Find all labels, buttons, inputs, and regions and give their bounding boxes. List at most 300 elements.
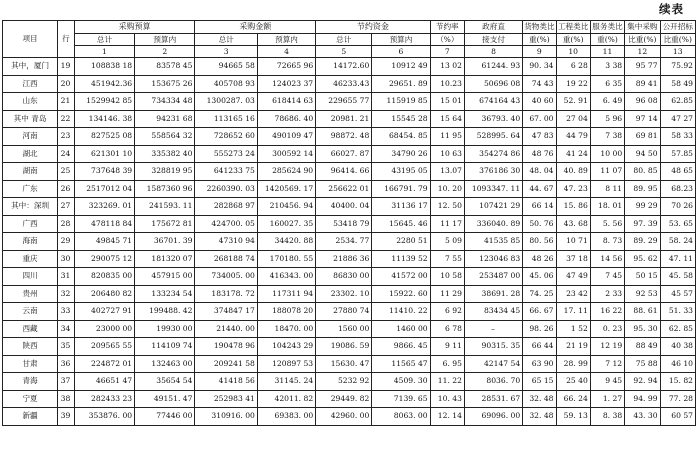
table-row: [3, 110, 696, 128]
table-cell: 16 22: [590, 303, 624, 321]
row-number: 32: [58, 285, 75, 303]
table-cell: 51. 33: [660, 303, 695, 321]
table-cell: 206480 82: [74, 285, 134, 303]
table-cell: 98872. 48: [316, 128, 372, 146]
table-cell: 117311 94: [257, 285, 315, 303]
table-cell: 48 76: [523, 145, 556, 163]
table-cell: 12. 14: [430, 408, 464, 426]
table-cell: 15 01: [430, 93, 464, 111]
table-cell: 490109 47: [257, 128, 315, 146]
table-cell: 10. 20: [430, 180, 464, 198]
table-cell: 75 88: [625, 355, 660, 373]
row-number: 21: [58, 93, 75, 111]
table-cell: 190478 96: [195, 338, 257, 356]
table-cell: 114109 74: [135, 338, 195, 356]
table-cell: 285624 90: [257, 163, 315, 181]
table-cell: 45. 58: [660, 268, 695, 286]
table-row: [3, 303, 696, 321]
table-cell: 14172.60: [316, 58, 372, 76]
table-cell: 451942.36: [74, 75, 134, 93]
table-cell: 1560 00: [316, 320, 372, 338]
row-label: 重庆: [3, 250, 58, 268]
table-cell: 10.23: [430, 75, 464, 93]
table-cell: 8063. 00: [372, 408, 430, 426]
table-cell: 72665 96: [257, 58, 315, 76]
row-number: 20: [58, 75, 75, 93]
table-cell: 528995. 64: [464, 128, 522, 146]
row-label: 广西: [3, 215, 58, 233]
table-cell: 209565 55: [74, 338, 134, 356]
table-cell: 89 41: [625, 75, 660, 93]
table-cell: 53. 65: [660, 215, 695, 233]
header-savings-total: 总计: [316, 34, 372, 46]
col-num: 5: [316, 46, 372, 58]
table-cell: 89. 29: [625, 233, 660, 251]
table-cell: 47 83: [523, 128, 556, 146]
table-row: [3, 128, 696, 146]
table-cell: 153675 26: [135, 75, 195, 93]
table-cell: 175672 81: [135, 215, 195, 233]
table-cell: 41572 00: [372, 268, 430, 286]
table-cell: 66. 24: [556, 390, 590, 408]
row-label: 山东: [3, 93, 58, 111]
table-cell: 737648 39: [74, 163, 134, 181]
table-row: [3, 58, 696, 76]
table-cell: 374847 17: [195, 303, 257, 321]
row-number: 30: [58, 250, 75, 268]
row-number: 22: [58, 110, 75, 128]
table-row: [3, 93, 696, 111]
table-cell: 67. 00: [523, 110, 556, 128]
table-cell: 94 50: [625, 145, 660, 163]
row-label: 广东: [3, 180, 58, 198]
table-cell: 6 35: [590, 75, 624, 93]
table-cell: 558564 32: [135, 128, 195, 146]
table-row: [3, 198, 696, 216]
row-number: 25: [58, 163, 75, 181]
table-cell: 47 27: [660, 110, 695, 128]
table-cell: 15630. 47: [316, 355, 372, 373]
table-cell: 94. 99: [625, 390, 660, 408]
table-cell: 80. 56: [523, 233, 556, 251]
table-cell: 95. 30: [625, 320, 660, 338]
table-cell: 2280 51: [372, 233, 430, 251]
table-cell: 170180. 55: [257, 250, 315, 268]
table-cell: 49151. 47: [135, 390, 195, 408]
table-cell: 132463 00: [135, 355, 195, 373]
table-cell: 5 09: [430, 233, 464, 251]
table-cell: 123046 83: [464, 250, 522, 268]
table-cell: 160027. 35: [257, 215, 315, 233]
table-cell: 188078 20: [257, 303, 315, 321]
table-cell: 28. 99: [556, 355, 590, 373]
table-cell: 66. 67: [523, 303, 556, 321]
table-cell: 36793. 40: [464, 110, 522, 128]
table-row: [3, 408, 696, 426]
table-row: [3, 163, 696, 181]
table-cell: 42960. 00: [316, 408, 372, 426]
table-cell: 92. 94: [625, 373, 660, 391]
table-cell: 10 00: [590, 145, 624, 163]
table-cell: 66027. 87: [316, 145, 372, 163]
table-cell: 424700. 05: [195, 215, 257, 233]
table-cell: 50 15: [625, 268, 660, 286]
table-cell: 10. 43: [430, 390, 464, 408]
table-cell: –: [464, 320, 522, 338]
table-cell: 1420569. 17: [257, 180, 315, 198]
table-row: [3, 250, 696, 268]
table-cell: 6. 95: [430, 355, 464, 373]
table-row: [3, 215, 696, 233]
row-label: 青海: [3, 373, 58, 391]
table-cell: 7 45: [590, 268, 624, 286]
table-cell: 58 49: [660, 75, 695, 93]
table-cell: 66 44: [523, 338, 556, 356]
table-cell: 241593. 11: [135, 198, 195, 216]
table-cell: 555273 24: [195, 145, 257, 163]
table-cell: 27 04: [556, 110, 590, 128]
col-num: 11: [590, 46, 624, 58]
header-public-bid-unit: 比重(%): [660, 34, 695, 46]
table-cell: 402727 91: [74, 303, 134, 321]
table-cell: 8. 38: [590, 408, 624, 426]
table-cell: 8. 73: [590, 233, 624, 251]
table-cell: 323269. 01: [74, 198, 134, 216]
col-num: 6: [372, 46, 430, 58]
table-cell: 1093347. 11: [464, 180, 522, 198]
row-number: 35: [58, 338, 75, 356]
table-cell: 5232 92: [316, 373, 372, 391]
table-cell: 44. 67: [523, 180, 556, 198]
table-cell: 252983 41: [195, 390, 257, 408]
table-row: [3, 75, 696, 93]
table-cell: 209241 58: [195, 355, 257, 373]
table-cell: 31136 17: [372, 198, 430, 216]
table-cell: 48 65: [660, 163, 695, 181]
table-cell: 15645. 46: [372, 215, 430, 233]
table-body: [3, 58, 696, 426]
table-cell: 61244. 93: [464, 58, 522, 76]
table-cell: 19930 00: [135, 320, 195, 338]
header-goods-ratio: 货物类比: [523, 21, 556, 34]
table-cell: 11 17: [430, 215, 464, 233]
header-savings-in: 预算内: [372, 34, 430, 46]
header-saving-rate-unit: （%）: [430, 34, 464, 46]
table-cell: 32. 48: [523, 390, 556, 408]
table-cell: 98. 26: [523, 320, 556, 338]
col-num: 8: [464, 46, 522, 58]
table-cell: 11139 52: [372, 250, 430, 268]
table-cell: 734005. 00: [195, 268, 257, 286]
table-cell: 80. 85: [625, 163, 660, 181]
table-cell: 674164 43: [464, 93, 522, 111]
table-cell: 134146. 38: [74, 110, 134, 128]
table-cell: 4509. 30: [372, 373, 430, 391]
table-cell: 734334 48: [135, 93, 195, 111]
table-cell: 229655 77: [316, 93, 372, 111]
table-cell: 47310 94: [195, 233, 257, 251]
table-cell: 728652 60: [195, 128, 257, 146]
row-label: 其中：深圳: [3, 198, 58, 216]
table-cell: 1460 00: [372, 320, 430, 338]
table-cell: 7 38: [590, 128, 624, 146]
header-gov-direct-2: 接支付: [464, 34, 522, 46]
col-num: 1: [74, 46, 134, 58]
table-cell: 97. 39: [625, 215, 660, 233]
table-cell: 310916. 00: [195, 408, 257, 426]
table-cell: 183178. 72: [195, 285, 257, 303]
table-cell: 290075 12: [74, 250, 134, 268]
table-cell: 62.85: [660, 93, 695, 111]
header-savings-group: 节约资金: [316, 21, 430, 34]
row-label: 海南: [3, 233, 58, 251]
table-cell: 47. 11: [660, 250, 695, 268]
table-cell: 9866. 45: [372, 338, 430, 356]
table-cell: 41 24: [556, 145, 590, 163]
header-amount-total: 总计: [195, 34, 257, 46]
table-cell: 2260390. 03: [195, 180, 257, 198]
table-cell: 77. 28: [660, 390, 695, 408]
table-cell: 300592 14: [257, 145, 315, 163]
table-cell: 43. 30: [625, 408, 660, 426]
row-number: 33: [58, 303, 75, 321]
col-num: 9: [523, 46, 556, 58]
continued-label: 续表: [659, 2, 684, 16]
table-cell: 8 11: [590, 180, 624, 198]
table-cell: 15545 28: [372, 110, 430, 128]
table-cell: 21886 36: [316, 250, 372, 268]
table-cell: 62. 85: [660, 320, 695, 338]
table-cell: 75.92: [660, 58, 695, 76]
table-cell: 7 55: [430, 250, 464, 268]
header-gov-direct: 政府直: [464, 21, 522, 34]
table-cell: 94231 68: [135, 110, 195, 128]
table-cell: 94665 58: [195, 58, 257, 76]
table-cell: 21 19: [556, 338, 590, 356]
table-cell: 28531. 67: [464, 390, 522, 408]
header-amount-in: 预算内: [257, 34, 315, 46]
table-cell: 11. 22: [430, 373, 464, 391]
table-cell: 1300287. 03: [195, 93, 257, 111]
header-saving-rate: 节约率: [430, 21, 464, 34]
table-cell: 19 22: [556, 75, 590, 93]
header-central-unit: 比重(%): [625, 34, 660, 46]
table-cell: 69096. 00: [464, 408, 522, 426]
table-cell: 53418 79: [316, 215, 372, 233]
table-cell: 9 11: [430, 338, 464, 356]
table-cell: 41535 85: [464, 233, 522, 251]
table-cell: 7139. 65: [372, 390, 430, 408]
table-cell: 1587360 96: [135, 180, 195, 198]
table-cell: 115919 85: [372, 93, 430, 111]
table-cell: 199488. 42: [135, 303, 195, 321]
table-cell: 46 10: [660, 355, 695, 373]
row-label: 其中，厦门: [3, 58, 58, 76]
table-cell: 2534. 77: [316, 233, 372, 251]
table-cell: 827525 08: [74, 128, 134, 146]
table-cell: 6 78: [430, 320, 464, 338]
table-cell: 70 26: [660, 198, 695, 216]
table-cell: 282433 23: [74, 390, 134, 408]
table-row: [3, 285, 696, 303]
table-cell: 25 40: [556, 373, 590, 391]
table-cell: 224872 01: [74, 355, 134, 373]
table-cell: 96414. 66: [316, 163, 372, 181]
table-cell: 107421 29: [464, 198, 522, 216]
row-label: 云南: [3, 303, 58, 321]
table-cell: 253487 00: [464, 268, 522, 286]
row-number: 28: [58, 215, 75, 233]
table-cell: 57.85: [660, 145, 695, 163]
table-cell: 256622 01: [316, 180, 372, 198]
table-cell: 97 14: [625, 110, 660, 128]
table-cell: 12 19: [590, 338, 624, 356]
table-cell: 31145. 24: [257, 373, 315, 391]
table-cell: 1 52: [556, 320, 590, 338]
table-cell: 210456. 94: [257, 198, 315, 216]
table-cell: 9 45: [590, 373, 624, 391]
table-cell: 328819 95: [135, 163, 195, 181]
table-cell: 457915 00: [135, 268, 195, 286]
table-cell: 376186 30: [464, 163, 522, 181]
table-cell: 60 57: [660, 408, 695, 426]
table-cell: 50696 08: [464, 75, 522, 93]
row-label: 四川: [3, 268, 58, 286]
table-cell: 10 58: [430, 268, 464, 286]
table-cell: 40 38: [660, 338, 695, 356]
table-cell: 15. 82: [660, 373, 695, 391]
table-cell: 282868 97: [195, 198, 257, 216]
table-cell: 104243 29: [257, 338, 315, 356]
table-cell: 66 14: [523, 198, 556, 216]
table-cell: 354274 86: [464, 145, 522, 163]
table-cell: 641233 75: [195, 163, 257, 181]
table-cell: 478118 84: [74, 215, 134, 233]
table-cell: 29651. 89: [372, 75, 430, 93]
row-label: 其中 青岛: [3, 110, 58, 128]
table-cell: 68.23: [660, 180, 695, 198]
row-label: 贵州: [3, 285, 58, 303]
row-number: 36: [58, 355, 75, 373]
table-cell: 18. 01: [590, 198, 624, 216]
table-cell: 335382 40: [135, 145, 195, 163]
header-central-ratio: 集中采购: [625, 21, 660, 34]
table-cell: 37 18: [556, 250, 590, 268]
table-cell: 36701. 39: [135, 233, 195, 251]
table-cell: 63 90: [523, 355, 556, 373]
table-cell: 47. 23: [556, 180, 590, 198]
header-engineering-ratio: 工程类比: [556, 21, 590, 34]
table-cell: 23000 00: [74, 320, 134, 338]
table-cell: 0. 23: [590, 320, 624, 338]
table-cell: 46651 47: [74, 373, 134, 391]
table-cell: 52. 91: [556, 93, 590, 111]
table-cell: 336040. 89: [464, 215, 522, 233]
row-label: 陕西: [3, 338, 58, 356]
table-cell: 86830 00: [316, 268, 372, 286]
table-cell: 27880 74: [316, 303, 372, 321]
table-cell: 42011. 82: [257, 390, 315, 408]
table-row: [3, 268, 696, 286]
table-cell: 34420. 88: [257, 233, 315, 251]
table-row: [3, 338, 696, 356]
row-number: 37: [58, 373, 75, 391]
table-cell: 13 02: [430, 58, 464, 76]
table-cell: 5 96: [590, 110, 624, 128]
table-cell: 2517012 04: [74, 180, 134, 198]
row-label: 西藏: [3, 320, 58, 338]
table-cell: 124023 37: [257, 75, 315, 93]
table-cell: 405708 93: [195, 75, 257, 93]
table-cell: 74. 25: [523, 285, 556, 303]
table-cell: 11410. 22: [372, 303, 430, 321]
table-cell: 133234 54: [135, 285, 195, 303]
table-row: [3, 180, 696, 198]
table-cell: 95. 62: [625, 250, 660, 268]
table-cell: 90. 34: [523, 58, 556, 76]
row-label: 湖北: [3, 145, 58, 163]
table-cell: 11 07: [590, 163, 624, 181]
table-row: [3, 233, 696, 251]
table-cell: 15922. 60: [372, 285, 430, 303]
table-cell: 108838 18: [74, 58, 134, 76]
col-num: 10: [556, 46, 590, 58]
row-number: 23: [58, 128, 75, 146]
row-label: 新疆: [3, 408, 58, 426]
table-cell: 23 42: [556, 285, 590, 303]
table-cell: 7 12: [590, 355, 624, 373]
table-cell: 34790 26: [372, 145, 430, 163]
table-cell: 48 26: [523, 250, 556, 268]
table-cell: 50. 76: [523, 215, 556, 233]
table-cell: 88 49: [625, 338, 660, 356]
table-cell: 621301 10: [74, 145, 134, 163]
table-cell: 46233.43: [316, 75, 372, 93]
row-number: 26: [58, 180, 75, 198]
table-cell: 92 53: [625, 285, 660, 303]
table-cell: 353876. 00: [74, 408, 134, 426]
table-cell: 48. 04: [523, 163, 556, 181]
table-cell: 78686. 40: [257, 110, 315, 128]
table-cell: 89. 95: [625, 180, 660, 198]
table-cell: 23302. 10: [316, 285, 372, 303]
table-cell: 58. 24: [660, 233, 695, 251]
header-item: 项目: [3, 21, 58, 58]
table-cell: 45 57: [660, 285, 695, 303]
header-amount-group: 采购金额: [195, 21, 316, 34]
table-cell: 11 95: [430, 128, 464, 146]
table-cell: 83434 45: [464, 303, 522, 321]
table-row: [3, 320, 696, 338]
table-cell: 166791. 79: [372, 180, 430, 198]
row-number: 29: [58, 233, 75, 251]
table-cell: 17. 11: [556, 303, 590, 321]
table-cell: 6. 49: [590, 93, 624, 111]
table-cell: 35654 54: [135, 373, 195, 391]
table-cell: 416343. 00: [257, 268, 315, 286]
table-cell: 41418 56: [195, 373, 257, 391]
col-num: 2: [135, 46, 195, 58]
table-cell: 88. 61: [625, 303, 660, 321]
table-cell: 29449. 82: [316, 390, 372, 408]
table-row: [3, 145, 696, 163]
table-cell: 1529942 85: [74, 93, 134, 111]
table-cell: 3 38: [590, 58, 624, 76]
col-num: 12: [625, 46, 660, 58]
table-cell: 6 28: [556, 58, 590, 76]
row-number: 38: [58, 390, 75, 408]
table-cell: 99 29: [625, 198, 660, 216]
